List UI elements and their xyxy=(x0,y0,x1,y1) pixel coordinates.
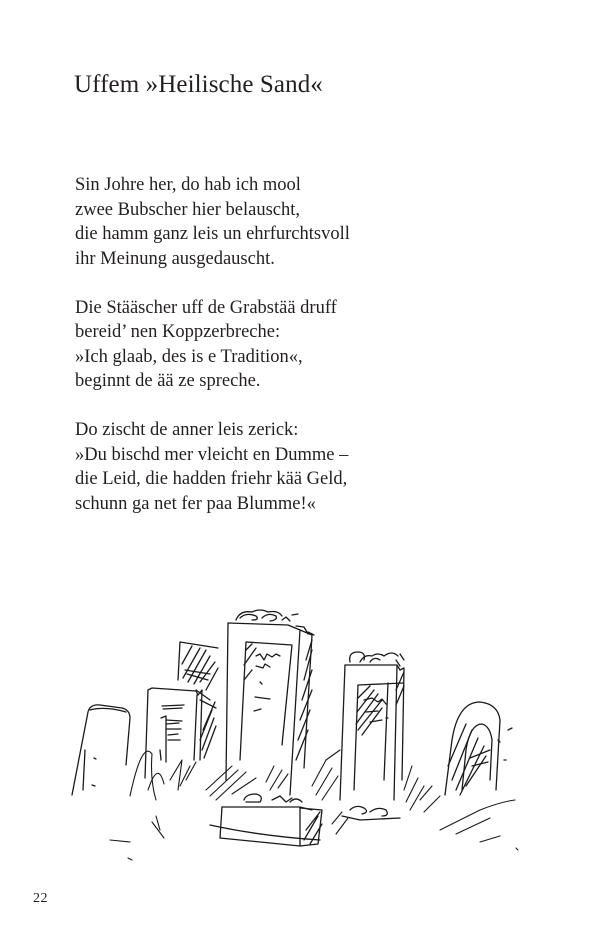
poem-line: ihr Meinung ausgedauscht. xyxy=(75,248,275,269)
left-rounded-stone xyxy=(72,705,130,795)
poem-line: »Ich glaab, des is e Tradition«, xyxy=(75,346,303,367)
poem-line: Sin Johre her, do hab ich mool xyxy=(75,175,301,195)
poem-line: die hamm ganz leis un ehrfurchtsvoll xyxy=(75,224,350,244)
page-title: Uffem »Heilische Sand« xyxy=(74,71,323,98)
stanza-3 xyxy=(75,418,495,516)
poem-line: zwee Bubscher hier belauscht, xyxy=(75,199,300,220)
gravestones-sketch-icon xyxy=(60,590,520,865)
gravestones-illustration xyxy=(60,590,520,865)
poem-line: bereid’ nen Koppzerbreche: xyxy=(75,322,281,342)
right-stone xyxy=(340,652,404,820)
stanza-1 xyxy=(75,173,495,271)
right-arched-stone xyxy=(445,702,512,795)
poem-line: Die Stääscher uff de Grabstää druff xyxy=(75,297,337,318)
poem xyxy=(75,173,495,541)
front-slab xyxy=(210,794,322,846)
poem-line: schunn ga net fer paa Blumme!« xyxy=(75,493,316,514)
central-stone xyxy=(226,610,314,795)
poem-line: beginnt de ää ze spreche. xyxy=(75,371,261,391)
poem-line: die Leid, die hadden friehr kää Geld, xyxy=(75,469,348,489)
page-number: 22 xyxy=(33,891,48,906)
second-stone xyxy=(145,688,216,778)
poem-line: »Du bischd mer vleicht en Dumme – xyxy=(75,444,349,465)
back-hatched-stone xyxy=(178,642,218,708)
poem-line: Do zischt de anner leis zerick: xyxy=(75,420,299,440)
stanza-2 xyxy=(75,296,495,394)
